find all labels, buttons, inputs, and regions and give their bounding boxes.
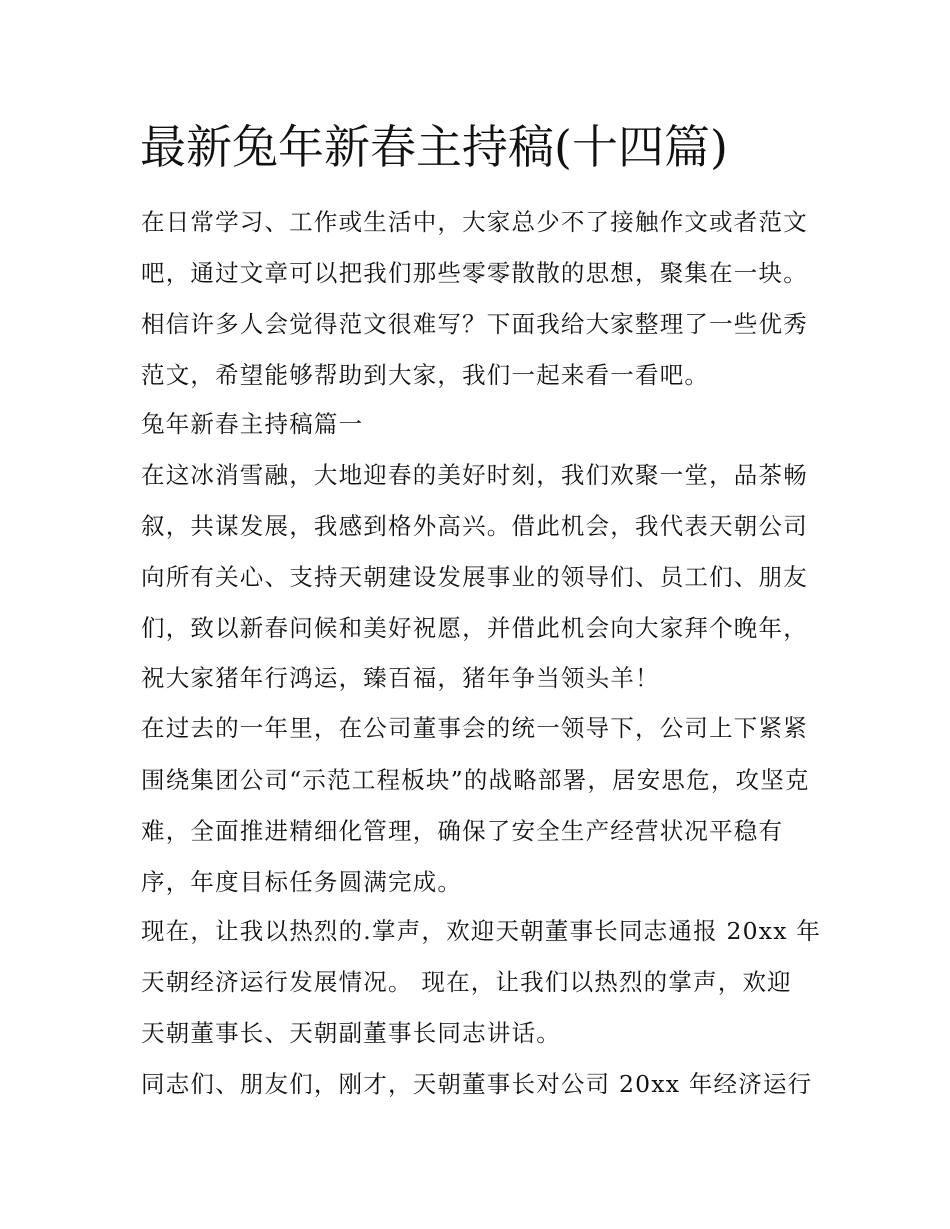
text-line: 在过去的一年里，在公司董事会的统一领导下，公司上下紧紧 [141, 714, 808, 742]
text-line: 吧，通过文章可以把我们那些零零散散的思想，聚集在一块。 [141, 259, 808, 287]
text-line: 范文，希望能够帮助到大家，我们一起来看一看吧。 [141, 361, 710, 389]
text-line: 叙，共谋发展，我感到格外高兴。借此机会，我代表天朝公司 [141, 512, 808, 540]
document-title: 最新兔年新春主持稿(十四篇) [140, 120, 728, 174]
text-line: 现在，让我以热烈的.掌声，欢迎天朝董事长同志通报 20xx 年 [141, 917, 822, 945]
text-line: 序，年度目标任务圆满完成。 [141, 868, 463, 896]
text-line: 围绕集团公司“示范工程板块”的战略部署，居安思危，攻坚克 [141, 766, 810, 794]
text-line: 在这冰消雪融，大地迎春的美好时刻，我们欢聚一堂，品茶畅 [141, 461, 808, 489]
text-line: 天朝经济运行发展情况。 现在，让我们以热烈的掌声，欢迎 [141, 968, 792, 996]
text-line: 向所有关心、支持天朝建设发展事业的领导们、员工们、朋友 [141, 563, 808, 591]
text-line: 在日常学习、工作或生活中，大家总少不了接触作文或者范文 [141, 208, 808, 236]
text-line: 难，全面推进精细化管理，确保了安全生产经营状况平稳有 [141, 817, 784, 845]
text-line: 祝大家猪年行鸿运，臻百福，猪年争当领头羊！ [141, 664, 660, 692]
text-line: 们，致以新春问候和美好祝愿，并借此机会向大家拜个晚年， [141, 614, 808, 642]
text-line: 相信许多人会觉得范文很难写？下面我给大家整理了一些优秀 [141, 310, 808, 338]
text-line: 同志们、朋友们，刚才，天朝董事长对公司 20xx 年经济运行 [141, 1070, 813, 1098]
text-line: 天朝董事长、天朝副董事长同志讲话。 [141, 1019, 561, 1047]
section-heading: 兔年新春主持稿篇一 [141, 410, 364, 438]
